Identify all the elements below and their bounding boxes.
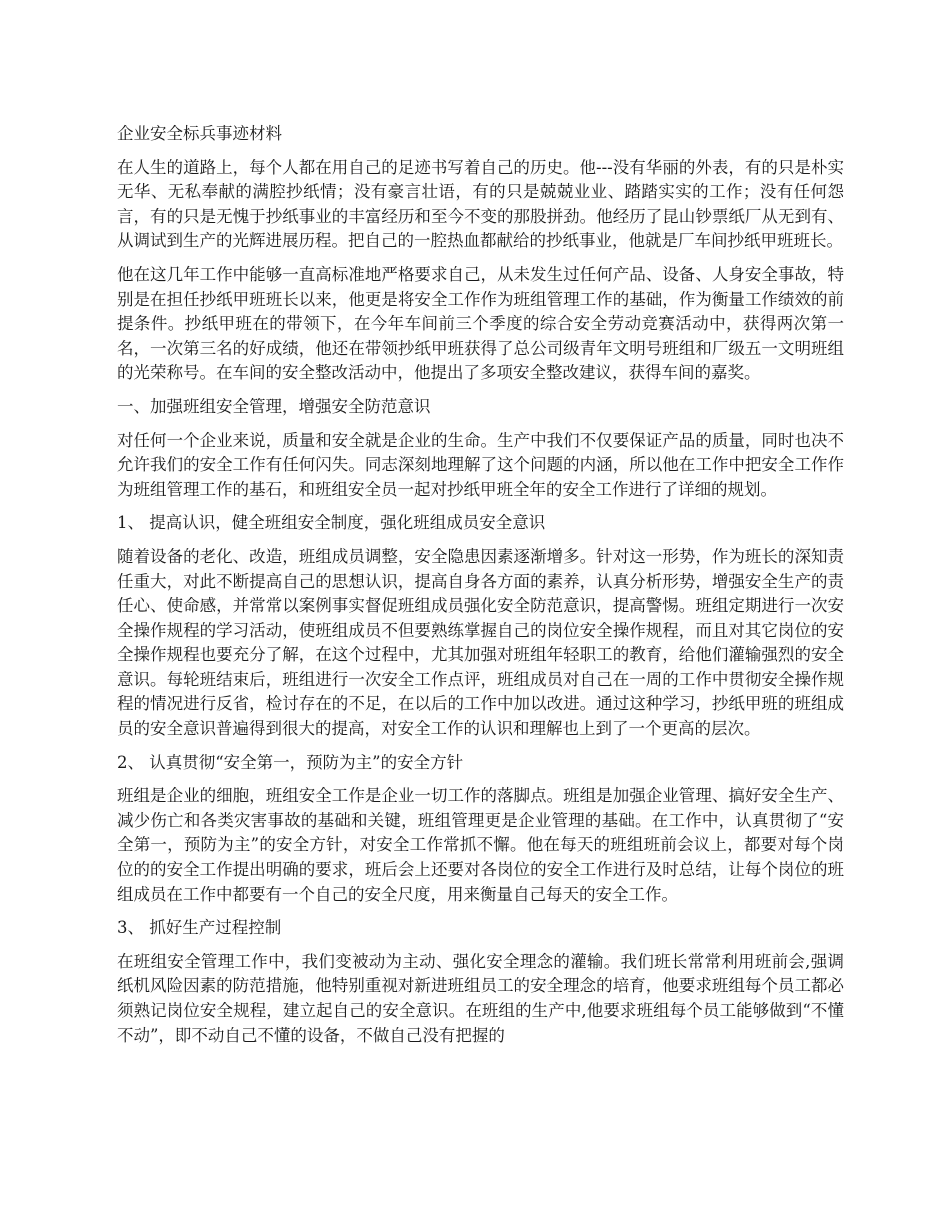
- paragraph-subsection-3: 在班组安全管理工作中，我们变被动为主动、强化安全理念的灌输。我们班长常常利用班前会,强调纸机风险因素的防范措施，他特别重视对新进班组员工的安全理念的培育，他要求班组每个员工都必须熟记岗位安全规程，建立起自己的安全意识。在班组的生产中,他要求班组每个员工能够做到“不懂不动”，即不动自己不懂的设备，不做自己没有把握的: [117, 951, 844, 1045]
- paragraph-achievements: 他在这几年工作中能够一直高标准地严格要求自己，从未发生过任何产品、设备、人身安全事故，特别是在担任抄纸甲班班长以来，他更是将安全工作作为班组管理工作的基础，作为衡量工作绩效的前提条件。抄纸甲班在的带领下，在今年车间前三个季度的综合安全劳动竞赛活动中，获得两次第一名，一次第三名的好成绩，他还在带领抄纸甲班获得了总公司级青年文明号班组和厂级五一文明班组的光荣称号。在车间的安全整改活动中，他提出了多项安全整改建议，获得车间的嘉奖。: [117, 264, 844, 383]
- paragraph-subsection-1: 随着设备的老化、改造，班组成员调整，安全隐患因素逐渐增多。针对这一形势，作为班长的深知责任重大，对此不断提高自己的思想认识，提高自身各方面的素养，认真分析形势，增强安全生产的责任心、使命感，并常常以案例事实督促班组成员强化安全防范意识，提高警惕。班组定期进行一次安全操作规程的学习活动，使班组成员不但要熟练掌握自己的岗位安全操作规程，而且对其它岗位的安全操作规程也要充分了解，在这个过程中，尤其加强对班组年轻职工的教育，给他们灌输强烈的安全意识。每轮班结束后，班组进行一次安全工作点评，班组成员对自己在一周的工作中贯彻安全操作规程的情况进行反省，检讨存在的不足，在以后的工作中加以改进。通过这种学习，抄纸甲班的班组成员的安全意识普遍得到很大的提高，对安全工作的认识和理解也上到了一个更高的层次。: [117, 546, 844, 739]
- document-page: [117, 122, 844, 1057]
- subsection-heading-1: 1、 提高认识，健全班组安全制度，强化班组成员安全意识: [117, 513, 546, 533]
- subsection-heading-3: 3、 抓好生产过程控制: [117, 918, 282, 938]
- section-heading-1: 一、加强班组安全管理，增强安全防范意识: [117, 396, 431, 416]
- subsection-heading-2: 2、 认真贯彻“安全第一，预防为主”的安全方针: [117, 752, 464, 772]
- paragraph-subsection-2: 班组是企业的细胞，班组安全工作是企业一切工作的落脚点。班组是加强企业管理、搞好安全生产、减少伤亡和各类灾害事故的基础和关键，班组管理更是企业管理的基础。在工作中，认真贯彻了“安全第一，预防为主”的安全方针，对安全工作常抓不懈。他在每天的班组班前会议上，都要对每个岗位的的安全工作提出明确的要求，班后会上还要对各岗位的安全工作进行及时总结，让每个岗位的班组成员在工作中都要有一个自己的安全尺度，用来衡量自己每天的安全工作。: [117, 786, 844, 904]
- paragraph-section-1: 对任何一个企业来说，质量和安全就是企业的生命。生产中我们不仅要保证产品的质量，同时也决不允许我们的安全工作有任何闪失。同志深刻地理解了这个问题的内涵，所以他在工作中把安全工作作为班组管理工作的基石，和班组安全员一起对抄纸甲班全年的安全工作进行了详细的规划。: [117, 430, 844, 499]
- paragraph-intro: 在人生的道路上，每个人都在用自己的足迹书写着自己的历史。他---没有华丽的外表，有的只是朴实无华、无私奉献的满腔抄纸情；没有豪言壮语，有的只是兢兢业业、踏踏实实的工作；没有任何怨言，有的只是无愧于抄纸事业的丰富经历和至今不变的那股拼劲。他经历了昆山钞票纸厂从无到有、从调试到生产的光辉进展历程。把自己的一腔热血都献给的抄纸事业，他就是厂车间抄纸甲班班长。: [117, 157, 844, 251]
- document-title: 企业安全标兵事迹材料: [117, 124, 282, 143]
